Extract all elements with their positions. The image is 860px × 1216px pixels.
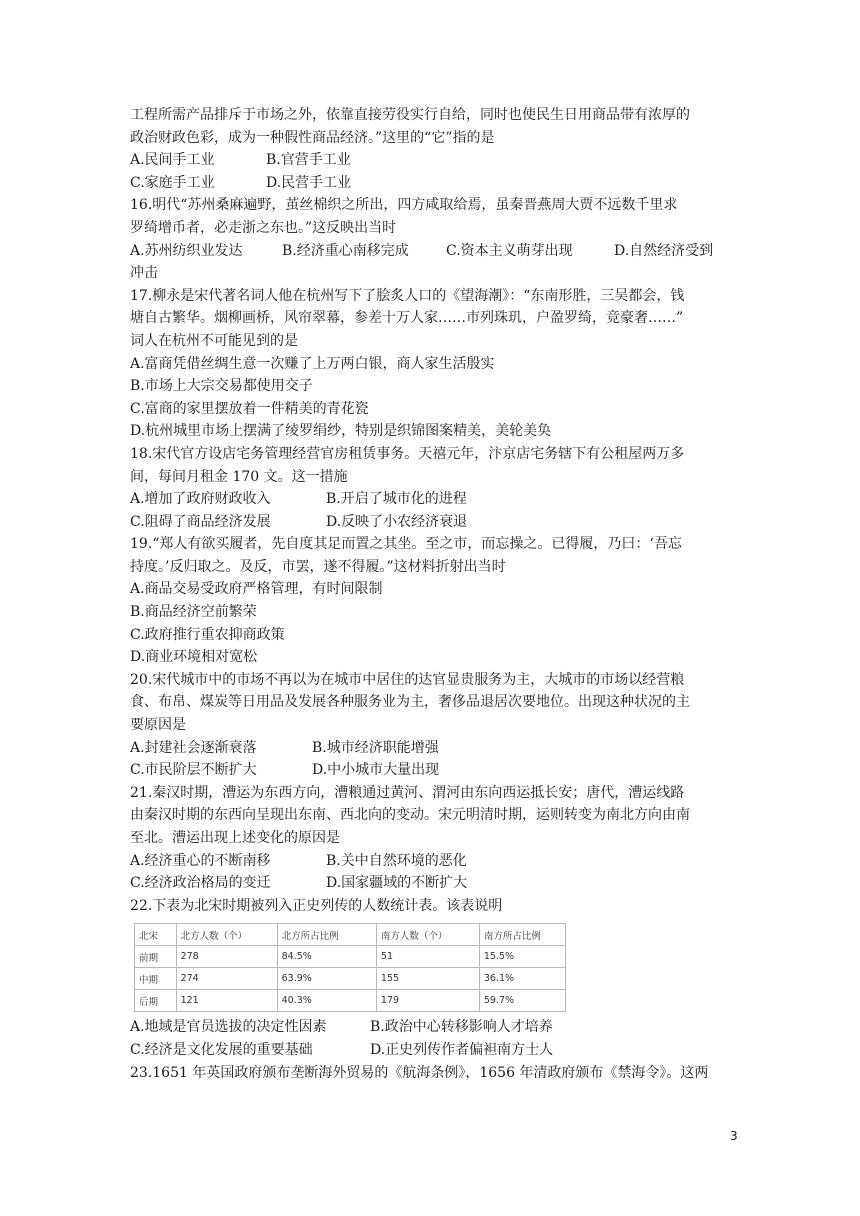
q16-option-a: A.苏州纺织业发达 — [130, 242, 243, 259]
q21-text-line: 由秦汉时期的东西向呈现出东南、西北向的变动。宋元明清时期，运则转变为南北方向由南 — [130, 807, 690, 824]
q22-option-b: B.政治中心转移影响人才培养 — [370, 1019, 553, 1036]
q21-option-d: D.国家疆域的不断扩大 — [326, 875, 468, 892]
q22-option-d: D.正史列传作者偏袒南方士人 — [370, 1041, 554, 1058]
q21-options-row — [130, 872, 740, 895]
q20-option-d: D.中小城市大量出现 — [312, 762, 440, 779]
q18-option-a: A.增加了政府财政收入 — [130, 491, 271, 508]
q20-option-a: A.封建社会逐渐衰落 — [130, 739, 257, 756]
q20-text-line: 要原因是 — [130, 717, 186, 734]
q15-option-d: D.民营手工业 — [266, 174, 352, 191]
q23-text-line: 23.1651 年英国政府颁布垄断海外贸易的《航海条例》，1656 年清政府颁布《禁海令》。这两 — [130, 1064, 709, 1081]
q18-options-row — [130, 488, 740, 511]
q22-options-row — [130, 1039, 740, 1062]
table-cell: 179 — [376, 990, 479, 1012]
q20-option-b: B.城市经济职能增强 — [312, 739, 439, 756]
q20-options-row — [130, 737, 740, 760]
q20-text-line: 食、布帛、煤炭等日用品及发展各种服务业为主，奢侈品退居次要地位。出现这种状况的主 — [130, 694, 690, 711]
q18-option-c: C.阻碍了商品经济发展 — [130, 513, 271, 530]
q15-text-line: 政治财政色彩，成为一种假性商品经济。”这里的“它”指的是 — [130, 129, 495, 146]
q20-option-c: C.市民阶层不断扩大 — [130, 762, 257, 779]
q19-option-c: C.政府推行重农抑商政策 — [130, 626, 285, 643]
q16-text-line: 罗绮增币者，必走浙之东也。”这反映出当时 — [130, 219, 397, 236]
statistics-table-container — [134, 923, 740, 1012]
q17-text-line: 塘自古繁华。烟柳画桥，风帘翠幕，参差十万人家……市列珠玑，户盈罗绮，竞豪奢……” — [130, 310, 684, 327]
table-cell: 中期 — [135, 968, 177, 990]
q18-options-row — [130, 511, 740, 534]
q19-text-line: 19.“郑人有欲买履者，先自度其足而置之其坐。至之市，而忘操之。已得履，乃曰：‘吾忘 — [130, 536, 682, 553]
q17-text-line: 17.柳永是宋代著名词人他在杭州写下了脍炙人口的《望海潮》：“东南形胜，三吴都会，钱 — [130, 287, 685, 304]
q22-text-line: 22.下表为北宋时期被列入正史列传的人数统计表。该表说明 — [130, 897, 503, 914]
q18-option-d: D.反映了小农经济衰退 — [326, 513, 468, 530]
q18-text-line: 间，每间月租金 170 文。这一措施 — [130, 468, 348, 485]
q17-option-c: C.富商的家里摆放着一件精美的青花瓷 — [130, 400, 369, 417]
q18-text-line: 18.宋代官方设店宅务管理经营官房租赁事务。天禧元年，汴京店宅务辖下有公租屋两万多 — [130, 445, 685, 462]
q17-option-a: A.富商凭借丝绸生意一次赚了上万两白银，商人家生活殷实 — [130, 355, 495, 372]
q17-option-b: B.市场上大宗交易都使用交子 — [130, 378, 313, 395]
q21-option-b: B.关中自然环境的恶化 — [326, 852, 467, 869]
q19-option-b: B.商品经济空前繁荣 — [130, 604, 257, 621]
table-cell: 63.9% — [277, 968, 376, 990]
table-cell: 15.5% — [479, 946, 565, 968]
table-header-cell: 北宋 — [135, 924, 177, 946]
q17-option-d: D.杭州城里市场上摆满了绫罗绢纱，特别是织锦图案精美，美轮美奂 — [130, 423, 552, 440]
table-cell: 前期 — [135, 946, 177, 968]
q19-text-line: 持度。’反归取之。及反，市罢，遂不得履。”这材料折射出当时 — [130, 558, 506, 575]
table-header-cell: 南方人数（个） — [376, 924, 479, 946]
statistics-table — [134, 923, 566, 1012]
q15-text-line: 工程所需产品排斥于市场之外，依靠直接劳役实行自给，同时也使民生日用商品带有浓厚的 — [130, 107, 690, 123]
q20-text-line: 20.宋代城市中的市场不再以为在城市中居住的达官显贵服务为主，大城市的市场以经营粮 — [130, 671, 685, 688]
table-cell: 278 — [176, 946, 277, 968]
q16-option-d: D.自然经济受到 — [614, 242, 714, 259]
q18-option-b: B.开启了城市化的进程 — [326, 491, 467, 508]
q22-options-row — [130, 1016, 740, 1039]
table-header-cell: 北方人数（个） — [176, 924, 277, 946]
q16-option-c: C.资本主义萌芽出现 — [446, 242, 573, 259]
table-cell: 40.3% — [277, 990, 376, 1012]
table-row — [135, 946, 566, 968]
q16-option-d-continued: 冲击 — [130, 265, 158, 282]
q20-options-row — [130, 759, 740, 782]
q19-option-d: D.商业环境相对宽松 — [130, 649, 258, 666]
q16-options-row — [130, 240, 740, 263]
document-body — [130, 104, 740, 1084]
q16-option-b: B.经济重心南移完成 — [282, 242, 409, 259]
table-cell: 155 — [376, 968, 479, 990]
table-cell: 51 — [376, 946, 479, 968]
table-row — [135, 968, 566, 990]
q21-text-line: 21.秦汉时期，漕运为东西方向，漕粮通过黄河、渭河由东向西运抵长安；唐代，漕运线路 — [130, 784, 685, 801]
q21-option-c: C.经济政治格局的变迁 — [130, 875, 271, 892]
table-cell: 36.1% — [479, 968, 565, 990]
table-header-row — [135, 924, 566, 946]
q21-text-line: 至北。漕运出现上述变化的原因是 — [130, 830, 340, 846]
table-row — [135, 990, 566, 1012]
q17-text-line: 词人在杭州不可能见到的是 — [130, 332, 298, 349]
table-cell: 59.7% — [479, 990, 565, 1012]
q21-option-a: A.经济重心的不断南移 — [130, 852, 271, 869]
table-cell: 121 — [176, 990, 277, 1012]
q15-option-b: B.官营手工业 — [266, 152, 351, 169]
q16-text-line: 16.明代“苏州桑麻遍野，茧丝棉织之所出，四方咸取给焉，虽秦晋燕周大贾不远数千里求 — [130, 197, 678, 214]
page-number: 3 — [730, 1129, 738, 1143]
q22-option-c: C.经济是文化发展的重要基础 — [130, 1041, 313, 1058]
table-header-cell: 南方所占比例 — [479, 924, 565, 946]
q15-option-c: C.家庭手工业 — [130, 174, 215, 191]
table-cell: 84.5% — [277, 946, 376, 968]
q22-option-a: A.地域是官员选拔的决定性因素 — [130, 1019, 327, 1036]
q15-options-row — [130, 149, 740, 172]
q15-option-a: A.民间手工业 — [130, 152, 215, 169]
table-cell: 后期 — [135, 990, 177, 1012]
q15-options-row — [130, 172, 740, 195]
q19-option-a: A.商品交易受政府严格管理，有时间限制 — [130, 581, 383, 598]
q21-options-row — [130, 850, 740, 873]
table-header-cell: 北方所占比例 — [277, 924, 376, 946]
table-cell: 274 — [176, 968, 277, 990]
